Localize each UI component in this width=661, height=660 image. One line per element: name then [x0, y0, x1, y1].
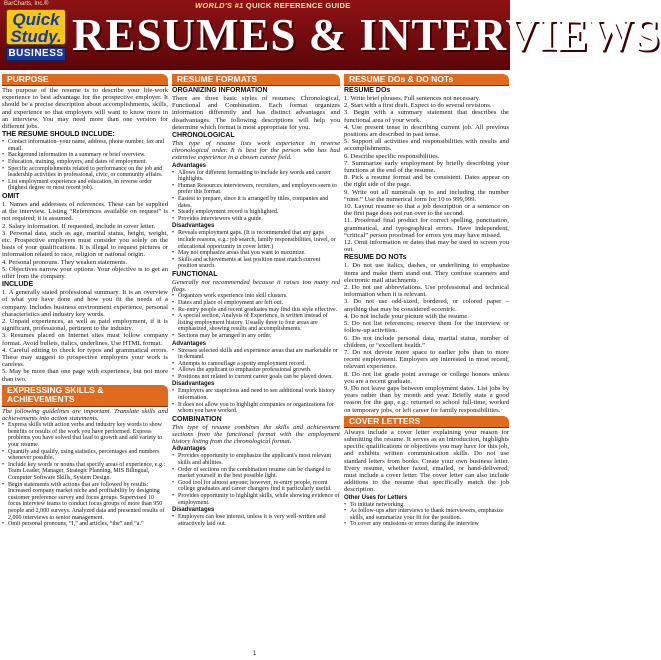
tagline-prefix: WORLD'S #1 [195, 1, 244, 10]
donot-list [344, 262, 509, 413]
list-item: 2. Unpaid experiences, as well as paid employment, if it is significant, professional, pertinent to the industry. [2, 318, 168, 333]
list-item: 2. Salary information. If requested, include in cover letter. [2, 222, 156, 230]
list-item: 4. Use present tense in describing current job. All previous positions are described in past tense. [344, 123, 509, 139]
list-item: • Provides opportunity to highlight skills, while showing evidence of employment. [172, 493, 340, 506]
list-item: 4. Personal pronouns. They weaken statements. [2, 258, 128, 266]
func-heading: FUNCTIONAL [172, 270, 218, 278]
include2-list [2, 289, 168, 383]
list-item: 3. Begin with a summary statement that describes the functional area of your work. [344, 109, 509, 124]
cover-intro: Always include a cover letter explaining your reason for submitting the resume. It serves as an introduction, highlights specific qualifications or objectives you may have for this job, and exhibits written communication skills. Do not use standard letters from books. Create your own business letter. Every resume, whether faxed, emailed, or hand-delivered, must include a cover letter. The cover letter can also include additions to the resume that specifically match the job description. [344, 428, 509, 494]
list-item: 8. Pick a resume format and be consistent. Dates appear on the right side of the page. [344, 174, 509, 189]
combo-dis-label: Disadvantages [172, 507, 215, 514]
list-item: 6. Describe specific responsibilities. [344, 152, 440, 160]
dos-heading: RESUME DOs & DO NOTs [344, 74, 509, 86]
column-right [344, 74, 509, 658]
list-item: 10. Layout resume so that a job description or a sentence on the first page does not run over to the second. [344, 203, 509, 218]
func-list [172, 293, 340, 339]
list-item: • Human Resources interviewers, recruiters, and employers seem to prefer this format. [172, 183, 340, 196]
include2-heading: INCLUDE [2, 281, 34, 289]
list-item: • Provides opportunity to emphasize the applicant's most relevant skills and abilities. [172, 453, 340, 466]
org-heading: ORGANIZING INFORMATION [172, 87, 268, 94]
chrono-adv-label: Advantages [172, 162, 207, 169]
list-item: • Employers are suspicious and need to see additional work history information. [172, 388, 340, 401]
skills-heading-line1: EXPRESSING SKILLS & [7, 384, 104, 395]
list-item: • It does not allow you to highlight companies or organizations for whom you have worked. [172, 402, 340, 415]
list-item: • Express skills with action verbs and industry key words to show benefits or results of the work you have performed. Express problems you have solved that lead to growth and add variety to your resume. [2, 422, 168, 448]
formats-heading: RESUME FORMATS [172, 74, 340, 86]
quickstudy-logo [6, 9, 66, 67]
list-item: • Easiest to prepare, since it is arranged by titles, companies and dates. [172, 196, 340, 209]
chrono-dis-label: Disadvantages [172, 223, 215, 230]
list-item: • Re-entry people and recent graduates may find this style effective. [172, 307, 340, 314]
list-item: • Background information in a summary or brief overview. [2, 152, 168, 159]
skills-intro: The following guidelines are important. Translate skills and achievements into action statements. [2, 407, 168, 423]
list-item: • To initiate networking. [344, 502, 509, 509]
func-adv-label: Advantages [172, 340, 207, 347]
list-item: • As follow-ups after interviews to thank interviewers, emphasize skills, and summarize your fit for the position. [344, 508, 509, 521]
uses-list [344, 502, 509, 528]
func-dis-list [172, 388, 340, 414]
func-dis-label: Disadvantages [172, 381, 215, 388]
list-item: • Education, training, employers, and dates of employment. [2, 159, 168, 166]
omit-list [2, 201, 168, 280]
list-item: 5. Objectives narrow your options. Your objective is to get an offer from the company. [2, 265, 168, 280]
list-item: • Quantify and qualify, using statistics, percentages and numbers whenever possible. [2, 449, 168, 462]
chrono-adv-list [172, 170, 340, 223]
publisher: BarCharts, Inc.® [4, 1, 49, 7]
list-item: • List employment experience and education, in reverse order (highest degree or most recent job). [2, 179, 168, 192]
column-left [2, 74, 168, 658]
include-list [2, 139, 168, 192]
list-item: • Dates and place of employment are left out. [172, 300, 340, 307]
chrono-heading: CHRONOLOGICAL [172, 132, 235, 140]
tagline-rest: QUICK REFERENCE GUIDE [243, 1, 351, 10]
skills-list [2, 422, 168, 528]
list-item: • Contact information–your name, address, phone number, fax and email. [2, 139, 168, 152]
include-heading: THE RESUME SHOULD INCLUDE: [2, 131, 115, 139]
list-item: • Stresses selected skills and experience areas that are marketable or in demand. [172, 348, 340, 361]
list-item: 7. Do not devote more space to earlier jobs than to more recent employment. Employers are interested in most recent, relevant experience. [344, 348, 509, 371]
list-item: 3. Resumes placed on Internet sites must follow company format. Avoid bullets, italics, underlines. Use HTML format. [2, 332, 168, 347]
list-item: 12. Omit information or dates that may be used to screen you out. [344, 239, 509, 254]
list-item: • A special section, Analysis of Experience, is written instead of listing employment history. Usually three to four areas are emphasized, showing results and accomplishments. [172, 313, 340, 333]
omit-heading: OMIT [2, 192, 20, 200]
list-item: 6. Do not include personal data, marital status, number of children, or “excellent health.” [344, 334, 509, 349]
combo-adv-list [172, 453, 340, 506]
logo-business: BUSINESS [6, 47, 66, 61]
list-item: 2. Start with a first draft. Expect to do several revisions. [344, 102, 492, 110]
org-text: There are three basic styles of resumes: Chronological, Functional and Combination. Each format organizes information differently and has distinct advantages and disadvantages. The following descriptions will help you determine which format is most appropriate for you. [172, 95, 340, 131]
list-item: 8. Do not list grade point average or college honors unless you are a recent graduate. [344, 370, 509, 385]
list-item: • Good tool for almost anyone; however, re-entry people, recent college graduates and career changers find it particularly useful. [172, 480, 340, 493]
uses-heading: Other Uses for Letters [344, 494, 408, 501]
list-item: • Omit personal pronouns, “I,” and articles, “the” and “a.” [2, 521, 168, 528]
combo-dis-list [172, 514, 340, 527]
combo-heading: COMBINATION [172, 415, 222, 423]
chrono-dis-list [172, 230, 340, 270]
combo-desc: This type of resume combines the skills and achievement sections from the functional format with the employment history listing from the chronological format. [172, 423, 340, 446]
donot-heading: RESUME DO NOTs [344, 254, 407, 262]
list-item: 11. Proofread final product for correct spelling, punctuation, grammatical, and typographical errors. Have independent, “critical” person proofread for errors you may have missed. [344, 217, 509, 239]
list-item: • Provides interviewers with a guide. [172, 216, 340, 223]
list-item: 5. Do not list references; reserve them for the interview or follow-up activities. [344, 320, 509, 335]
func-adv-list [172, 348, 340, 381]
list-item: • Order of sections on the combination resume can be changed to market yourself in the best possible light. [172, 467, 340, 480]
list-item: 9. Do not leave gaps between employment dates. List jobs by years rather than by month and year. Briefly state a good reason for the gap, e.g.: returned to school full-time, worked on temporary jobs, or left career for family responsibilities. [344, 384, 509, 414]
list-item: • Sections may be arranged in any order. [172, 333, 340, 340]
list-item: 4. Careful editing to check for typos and grammatical errors. These may suggest to prospective employers your work is careless. [2, 346, 168, 369]
list-item: 1. Names and addresses of references. These can be supplied at the interview. Listing “References available on request” is not required; it is assumed. [2, 200, 168, 223]
do-heading: RESUME DOs [344, 87, 391, 94]
list-item: 1. Write brief phrases. Full sentences not necessary. [344, 95, 481, 102]
list-item: 3. Personal data, such as age, marital status, height, weight, etc. Prospective employers must consider you solely on the basis of your qualifications. It is illegal to request pictures or information related to race, religion or national origin. [2, 229, 168, 259]
list-item: 9. Write out all numerals up to and including the number “nine.” Use the numerical form for 10 to 999,999. [344, 188, 509, 203]
list-item: • Include key words or nouns that specify areas of experience, e.g.: Team Leader, Manager, Strategic Planning, MIS Bilingual, Computer Software Skills, System Design. [2, 462, 168, 482]
list-item: • Begin statements with actions that are followed by results: Increased company market niche and profitability by designing customer preference survey and focus groups. Supervised 10 focus interview teams to conduct focus groups of more than 950 people and 2,000 surveys. Analyzed data and presented results of 2,000 interviews to senior management. [2, 482, 168, 522]
combo-adv-label: Advantages [172, 446, 207, 453]
list-item: 5. May be more than one page with experience, but not more than two. [2, 368, 168, 383]
list-item: • Reveals employment gaps. (It is recommended that any gaps include reasons, e.g.: job search, family responsibilities, travel, or educational opportunity in cover letter.) [172, 230, 340, 250]
func-desc: Generally not recommended because it raises too many red flags. [172, 278, 340, 294]
list-item: • May not emphasize areas that you want to maximize. [172, 250, 340, 257]
list-item: 2. Do not use abbreviations. Use professional and technical information when it is relevant. [344, 284, 509, 299]
list-item: 1. Do not use italics, dashes, or underlining to emphasize items and make them stand out. They confuse scanners and electronic mail attachments. [344, 262, 509, 284]
page-title: RESUMES & INTERVIEWS [72, 10, 661, 60]
list-item: • To cover any omissions or errors during the interview [344, 521, 509, 528]
list-item: 5. Support all activities and responsibilities with results and accomplishments. [344, 138, 509, 153]
list-item: • Allows the applicant to emphasize professional growth. [172, 367, 340, 374]
list-item: 1. A generally stated professional summary. It is an overview of what you have done and how you fit the needs of a company. Includes business environment experience, personal characteristics and industry key words. [2, 289, 168, 318]
header-banner [0, 0, 661, 70]
list-item: • Positions not related to current career goals can be played down. [172, 374, 340, 381]
list-item: 3. Do not use odd-sized, bordered, or colored paper – anything that may be considered eccentric. [344, 298, 509, 313]
chrono-desc: This type of resume lists work experience in reverse chronological order. It is best for the person who has had extensive experience in a chosen career field. [172, 140, 340, 162]
column-middle [172, 74, 340, 658]
list-item: • Skills and achievements at last position must match current position search. [172, 257, 340, 270]
list-item: • Employers can lose interest, unless it is very well-written and attractively laid out. [172, 514, 340, 527]
skills-heading [2, 385, 168, 407]
list-item: 7. Summarize early employment by briefly describing your functions at the end of the resume. [344, 159, 509, 175]
list-item: • Steady employment record is highlighted. [172, 209, 340, 216]
list-item: 4. Do not include your picture with the resume. [344, 312, 469, 320]
list-item: • Organizes work experience into skill clusters. [172, 293, 340, 300]
logo-quickstudy: Quick Study. [6, 9, 66, 45]
cover-heading: COVER LETTERS [344, 416, 509, 428]
purpose-heading: PURPOSE [2, 74, 168, 86]
page-number: 1 [253, 651, 257, 657]
do-list [344, 95, 509, 253]
purpose-intro: The purpose of the resume is to describe your life-work experience to best advantage for the prospective employer. It should be a precise description about accomplishments, skills, and experience so that employers will want to know more in an interview. You may need more than one version for different jobs. [2, 87, 168, 131]
list-item: • Specific accomplishments related to performance on the job and leadership activities in professional, civic, or community affairs. [2, 166, 168, 179]
skills-heading-line2: ACHIEVEMENTS [7, 394, 75, 405]
list-item: • Attempts to camouflage a spotty employment record. [172, 361, 340, 368]
list-item: • Allows for different formatting to include key words and career highlights. [172, 170, 340, 183]
